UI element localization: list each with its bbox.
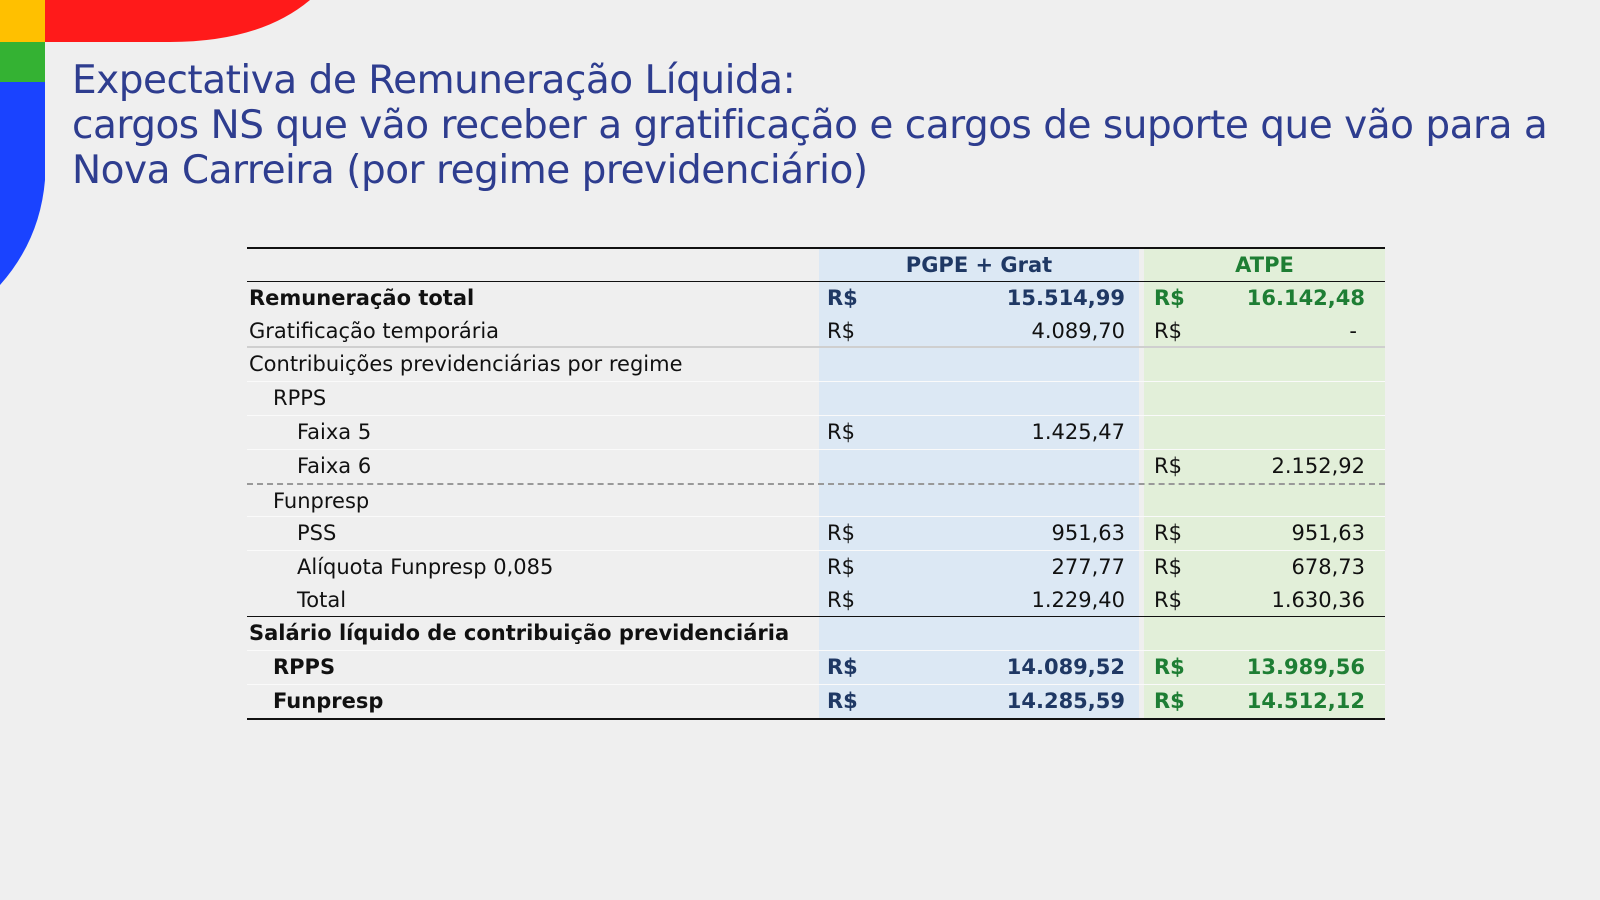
row-label: Remuneração total — [249, 286, 475, 310]
row-label: RPPS — [273, 655, 336, 679]
currency-pgpe: R$ — [827, 286, 858, 310]
table-row — [247, 516, 1385, 550]
value-atpe: 2.152,92 — [1271, 454, 1365, 478]
row-label: Total — [297, 588, 347, 612]
currency-atpe: R$ — [1154, 319, 1182, 343]
row-label: Faixa 6 — [297, 454, 372, 478]
currency-pgpe: R$ — [827, 555, 855, 579]
row-label: RPPS — [273, 386, 327, 410]
table-row — [247, 617, 1385, 650]
title-line-1: Expectativa de Remuneração Líquida: — [72, 58, 796, 103]
table-row — [247, 483, 1385, 516]
table-row — [247, 315, 1385, 348]
deco-green-shape — [0, 42, 45, 82]
column-header-atpe: ATPE — [1235, 253, 1294, 277]
value-atpe: 14.512,12 — [1246, 689, 1365, 713]
deco-red-shape — [45, 0, 310, 42]
value-pgpe: 951,63 — [1051, 521, 1125, 545]
currency-atpe: R$ — [1154, 588, 1182, 612]
value-atpe: - — [1349, 319, 1357, 343]
value-atpe: 1.630,36 — [1271, 588, 1365, 612]
currency-atpe: R$ — [1154, 689, 1185, 713]
row-label: Funpresp — [273, 489, 370, 513]
value-pgpe: 14.285,59 — [1006, 689, 1125, 713]
currency-atpe: R$ — [1154, 454, 1182, 478]
table-row — [247, 684, 1385, 718]
table-row — [247, 584, 1385, 617]
table-header-row — [247, 249, 1385, 282]
title-line-2: cargos NS que vão receber a gratificação e cargos de suporte que vão para a — [72, 103, 1548, 148]
currency-atpe: R$ — [1154, 521, 1182, 545]
table-row — [247, 348, 1385, 381]
value-pgpe: 15.514,99 — [1006, 286, 1125, 310]
currency-pgpe: R$ — [827, 319, 855, 343]
currency-pgpe: R$ — [827, 521, 855, 545]
currency-pgpe: R$ — [827, 420, 855, 444]
row-label: Funpresp — [273, 689, 384, 713]
value-pgpe: 277,77 — [1051, 555, 1125, 579]
table-row — [247, 550, 1385, 584]
table-row — [247, 650, 1385, 684]
row-label: Faixa 5 — [297, 420, 372, 444]
row-label: Salário líquido de contribuição previdenciária — [249, 621, 790, 645]
deco-blue-shape — [0, 82, 45, 285]
deco-yellow-shape — [0, 0, 45, 42]
currency-pgpe: R$ — [827, 588, 855, 612]
table-row — [247, 282, 1385, 315]
value-pgpe: 14.089,52 — [1006, 655, 1125, 679]
currency-pgpe: R$ — [827, 655, 858, 679]
table-row — [247, 381, 1385, 415]
value-pgpe: 1.425,47 — [1031, 420, 1125, 444]
row-label: PSS — [297, 521, 337, 545]
page-title — [72, 58, 1572, 193]
currency-atpe: R$ — [1154, 286, 1185, 310]
table-row — [247, 415, 1385, 449]
remuneration-table — [247, 247, 1385, 720]
value-atpe: 16.142,48 — [1246, 286, 1365, 310]
value-atpe: 13.989,56 — [1246, 655, 1365, 679]
row-label: Alíquota Funpresp 0,085 — [297, 555, 554, 579]
value-pgpe: 1.229,40 — [1031, 588, 1125, 612]
value-pgpe: 4.089,70 — [1031, 319, 1125, 343]
table-row — [247, 449, 1385, 483]
currency-atpe: R$ — [1154, 655, 1185, 679]
column-header-pgpe: PGPE + Grat — [905, 253, 1053, 277]
value-atpe: 951,63 — [1291, 521, 1365, 545]
row-label: Contribuições previdenciárias por regime — [249, 352, 683, 376]
currency-atpe: R$ — [1154, 555, 1182, 579]
row-label: Gratificação temporária — [249, 319, 500, 343]
currency-pgpe: R$ — [827, 689, 858, 713]
title-line-3: Nova Carreira (por regime previdenciário) — [72, 148, 868, 193]
value-atpe: 678,73 — [1291, 555, 1365, 579]
